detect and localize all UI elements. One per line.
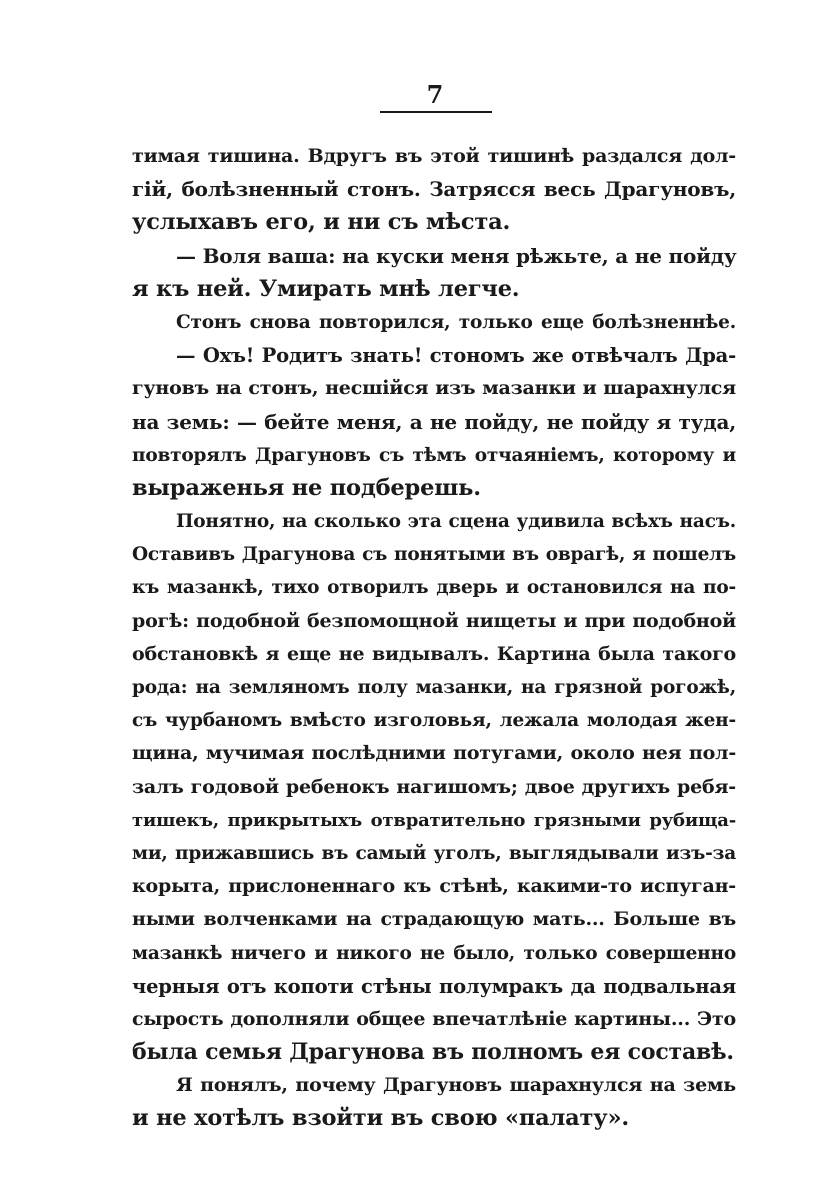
text-line: повторялъ Драгуновъ съ тѣмъ отчаяніемъ, которому и bbox=[132, 444, 736, 466]
text-line: выраженья не подберешь. bbox=[132, 474, 481, 501]
text-line: корыта, прислоненнаго къ стѣнѣ, какими-то испуган- bbox=[132, 875, 736, 898]
text-line: мазанкѣ ничего и никого не было, только совершенно bbox=[132, 942, 736, 964]
text-line: услыхавъ его, и ни съ мѣста. bbox=[132, 209, 511, 236]
text-line: сырость дополняли общее впечатлѣніе картины... Это bbox=[132, 1007, 736, 1030]
text-line: ми, прижавшись въ самый уголъ, выглядывали изъ-за bbox=[132, 842, 736, 864]
text-line: — Охъ! Родитъ знать! стономъ же отвѣчалъ Дра- bbox=[176, 344, 736, 368]
text-line: гуновъ на стонъ, несшійся изъ мазанки и шарахнулся bbox=[132, 377, 736, 400]
text-line: ными волченками на страдающую мать... Больше въ bbox=[132, 908, 736, 931]
text-line: рода: на земляномъ полу мазанки, на грязной рогожѣ, bbox=[132, 677, 736, 698]
text-line: тимая тишина. Вдругъ въ этой тишинѣ раздался дол- bbox=[132, 145, 736, 167]
text-line: рогѣ: подобной безпомощной нищеты и при подобной bbox=[132, 609, 736, 632]
body-text bbox=[132, 140, 736, 1136]
text-line: обстановкѣ я еще не видывалъ. Картина была такого bbox=[132, 642, 736, 665]
text-line: была семья Драгунова въ полномъ ея составѣ. bbox=[132, 1039, 734, 1066]
text-line: Я понялъ, почему Драгуновъ шарахнулся на земь bbox=[176, 1074, 736, 1097]
text-line: тишекъ, прикрытыхъ отвратительно грязными рубища- bbox=[132, 809, 736, 831]
text-line: я къ ней. Умирать мнѣ легче. bbox=[132, 275, 520, 302]
text-line: залъ годовой ребенокъ нагишомъ; двое другихъ ребя- bbox=[132, 775, 736, 798]
text-line: съ чурбаномъ вмѣсто изголовья, лежала молодая жен- bbox=[132, 710, 736, 732]
text-line: Стонъ снова повторился, только еще болѣзненнѣе. bbox=[176, 311, 736, 333]
text-line: гій, болѣзненный стонъ. Затрясся весь Драгуновъ, bbox=[132, 177, 736, 202]
page-number: 7 bbox=[426, 80, 444, 109]
text-line: на земь: — бейте меня, а не пойду, не пойду я туда, bbox=[132, 409, 736, 434]
text-line: щина, мучимая послѣдними потугами, около нея пол- bbox=[132, 742, 736, 765]
text-line: и не хотѣлъ взойти въ свою «палату». bbox=[132, 1105, 629, 1132]
header-rule bbox=[380, 111, 492, 113]
text-line: къ мазанкѣ, тихо отворилъ дверь и остановился на по- bbox=[132, 577, 736, 599]
text-line: Понятно, на сколько эта сцена удивила всѣхъ насъ. bbox=[176, 511, 736, 533]
text-line: Оставивъ Драгунова съ понятыми въ оврагѣ, я пошелъ bbox=[132, 544, 736, 566]
text-line: — Воля ваша: на куски меня рѣжьте, а не пойду bbox=[176, 243, 737, 268]
text-line: черныя отъ копоти стѣны полумракъ да подвальная bbox=[132, 974, 736, 998]
